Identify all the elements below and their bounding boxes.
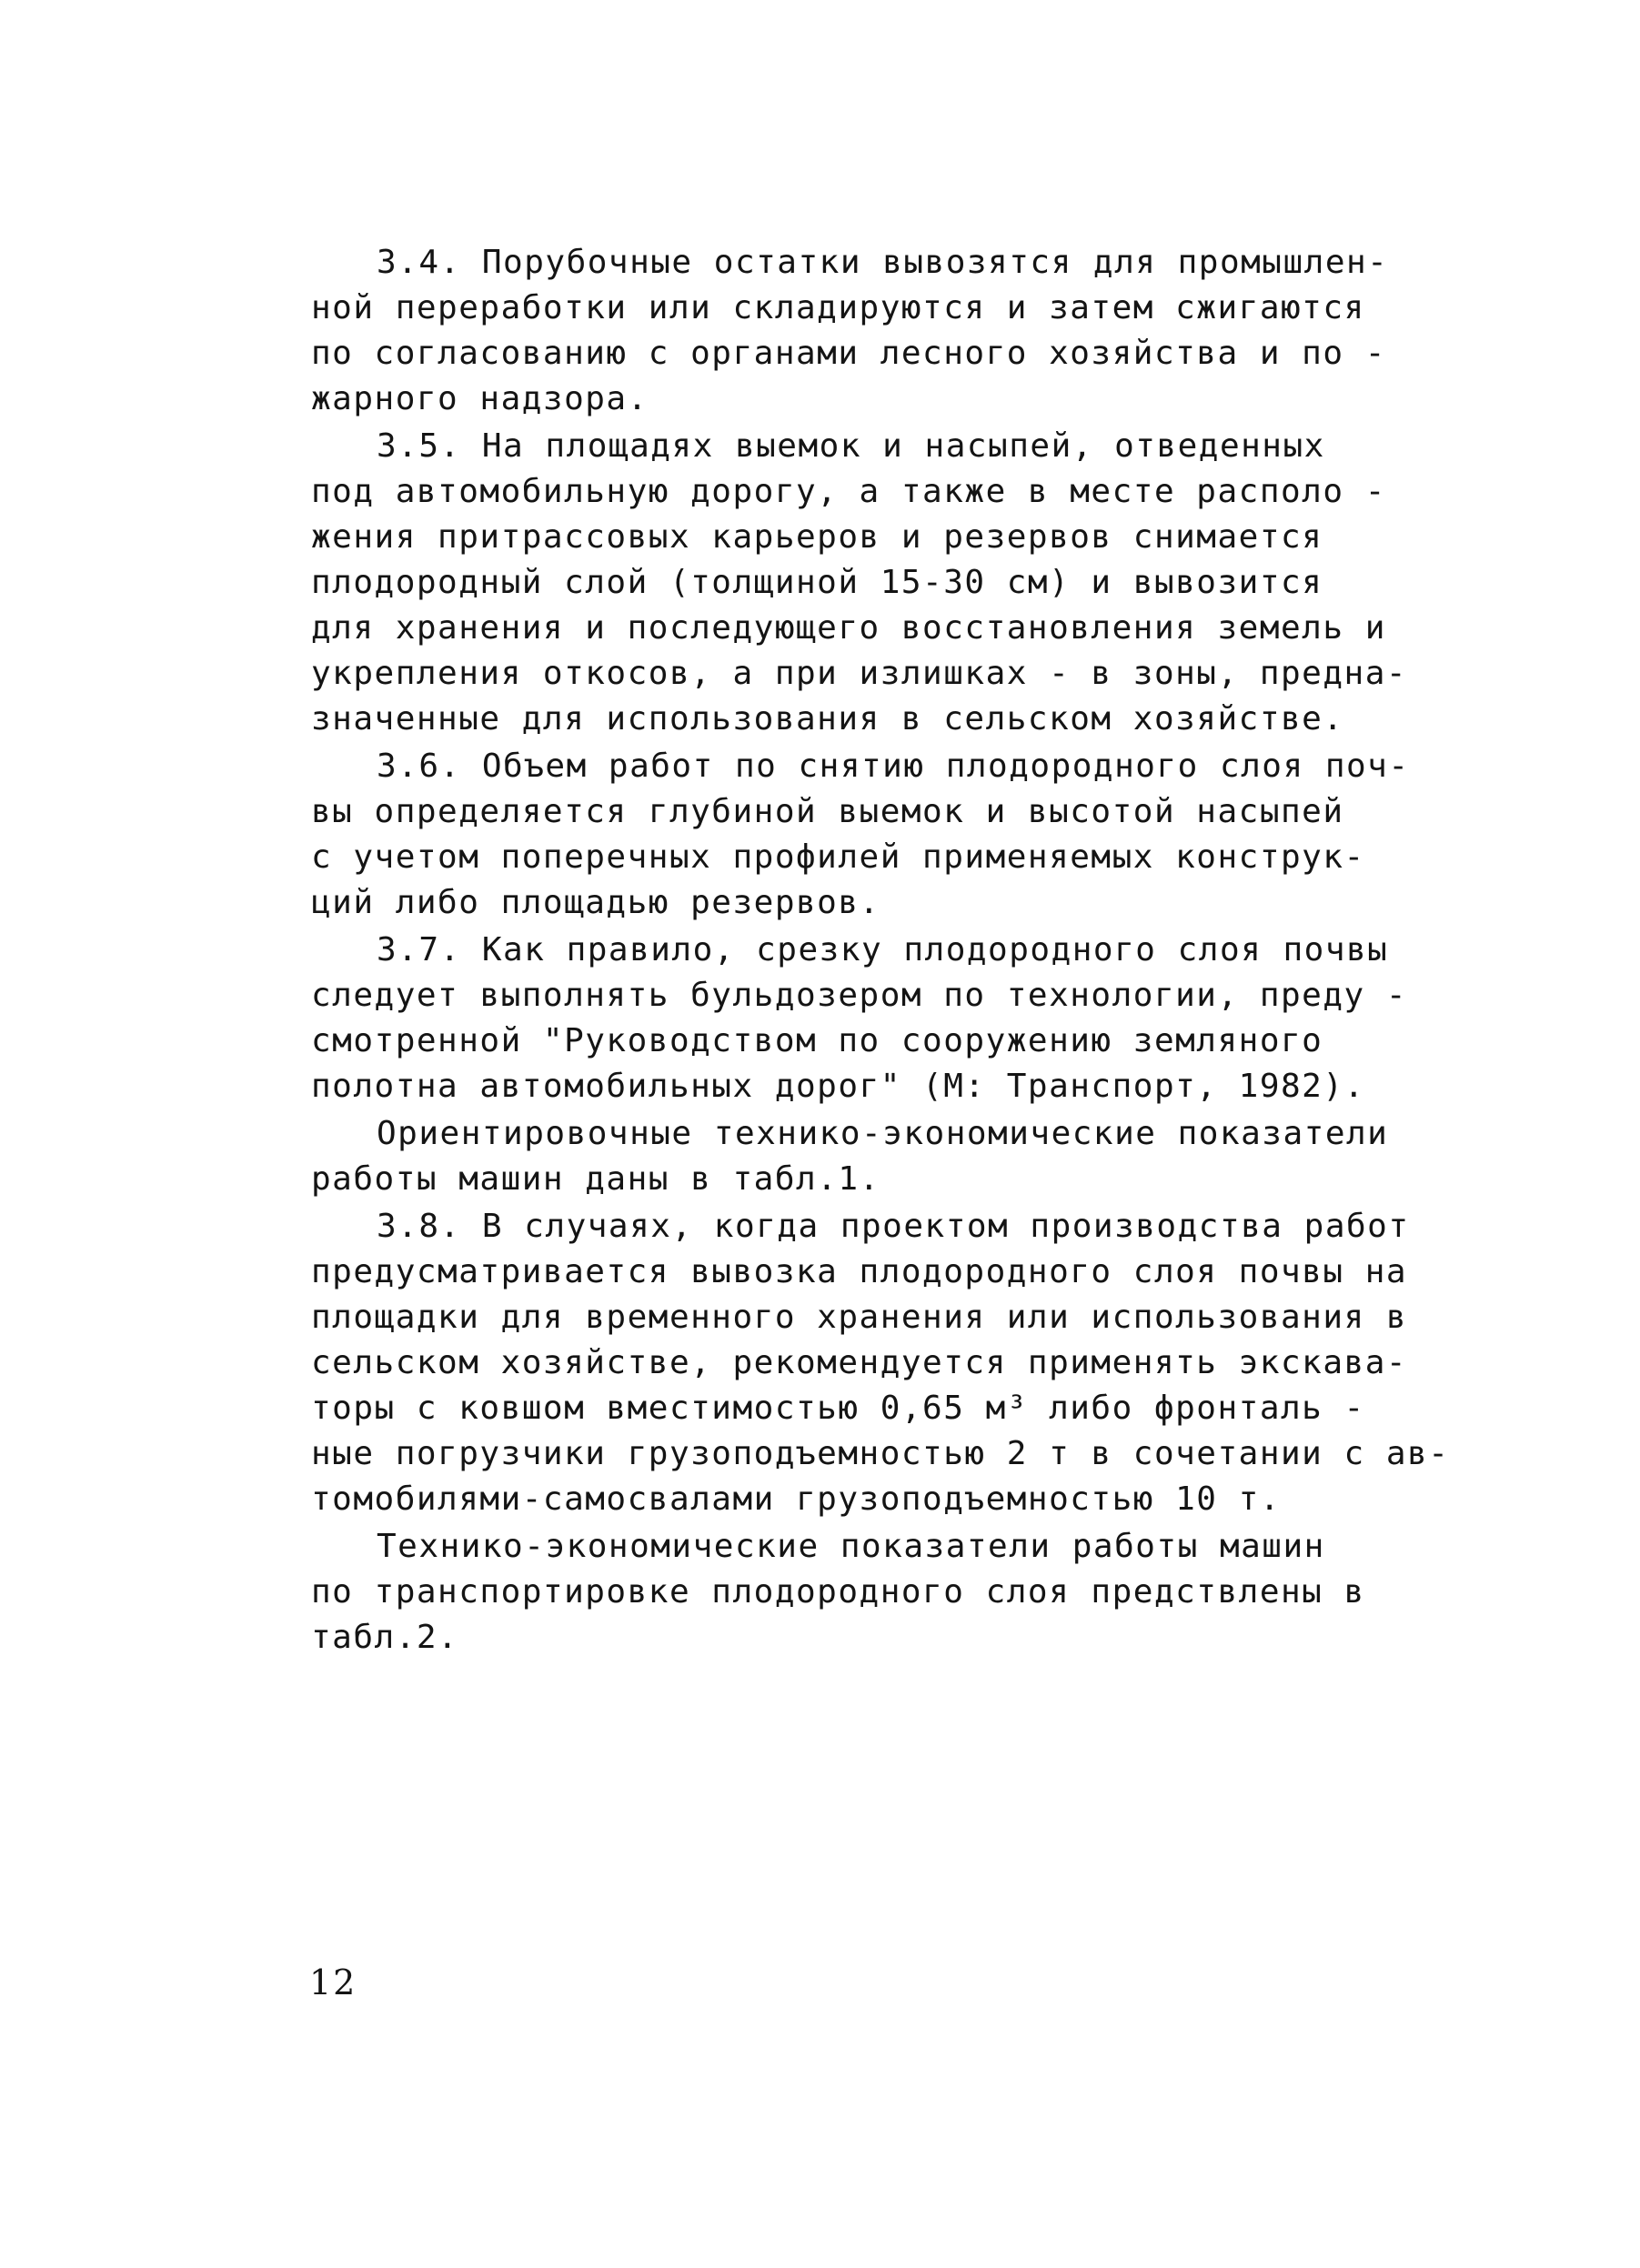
text-line: по согласованию с органами лесного хозяйства и по - (311, 335, 1386, 372)
text-line: под автомобильную дорогу, а также в месте располо - (311, 473, 1386, 510)
text-line: смотренной "Руководством по сооружению земляного (311, 1022, 1323, 1059)
text-line: укрепления откосов, а при излишках - в зоны, предна- (311, 655, 1408, 692)
text-line: Технико-экономические показатели работы машин (377, 1528, 1325, 1565)
text-line: 3.6. Объем работ по снятию плодородного слоя поч- (377, 748, 1410, 785)
text-line: 3.8. В случаях, когда проектом производства работ (377, 1208, 1410, 1245)
text-line: для хранения и последующего восстановления земель и (311, 609, 1386, 647)
text-line: полотна автомобильных дорог" (М: Транспорт, 1982). (311, 1068, 1365, 1105)
paragraph-3-5 (311, 424, 1494, 742)
text-line: ций либо площадью резервов. (311, 884, 880, 921)
text-line: ной переработки или складируются и затем сжигаются (311, 289, 1365, 326)
paragraph-3-7-note (311, 1111, 1494, 1202)
paragraph-3-8 (311, 1204, 1494, 1522)
text-line: томобилями-самосвалами грузоподъемностью 10 т. (311, 1480, 1281, 1518)
text-line: работы машин даны в табл.1. (311, 1160, 880, 1198)
text-line: значенные для использования в сельском хозяйстве. (311, 700, 1344, 738)
paragraph-3-6 (311, 744, 1494, 926)
paragraph-3-7 (311, 928, 1494, 1109)
text-line: жарного надзора. (311, 380, 649, 417)
paragraph-3-4 (311, 240, 1494, 422)
text-line: жения притрассовых карьеров и резервов снимается (311, 518, 1323, 556)
text-line: торы с ковшом вместимостью 0,65 м³ либо фронталь - (311, 1390, 1365, 1427)
text-line: 3.4. Порубочные остатки вывозятся для промышлен- (377, 244, 1389, 281)
page-number: 12 (309, 1962, 357, 2002)
body-text (311, 240, 1494, 1662)
text-line: предусматривается вывозка плодородного слоя почвы на (311, 1253, 1408, 1290)
text-line: вы определяется глубиной выемок и высотой насыпей (311, 793, 1344, 830)
text-line: площадки для временного хранения или использования в (311, 1299, 1408, 1336)
text-line: 3.5. На площадях выемок и насыпей, отведенных (377, 427, 1325, 465)
text-line: по транспортировке плодородного слоя предствлены в (311, 1573, 1365, 1611)
text-line: плодородный слой (толщиной 15-30 см) и вывозится (311, 564, 1323, 601)
text-line: табл.2. (311, 1619, 459, 1656)
text-line: следует выполнять бульдозером по технологии, преду - (311, 977, 1408, 1014)
paragraph-3-8-note (311, 1524, 1494, 1661)
text-line: 3.7. Как правило, срезку плодородного слоя почвы (377, 931, 1389, 968)
text-line: сельском хозяйстве, рекомендуется применять экскава- (311, 1344, 1408, 1381)
text-line: Ориентировочные технико-экономические показатели (377, 1115, 1389, 1152)
text-line: с учетом поперечных профилей применяемых конструк- (311, 838, 1365, 876)
text-line: ные погрузчики грузоподъемностью 2 т в сочетании с ав- (311, 1435, 1450, 1472)
